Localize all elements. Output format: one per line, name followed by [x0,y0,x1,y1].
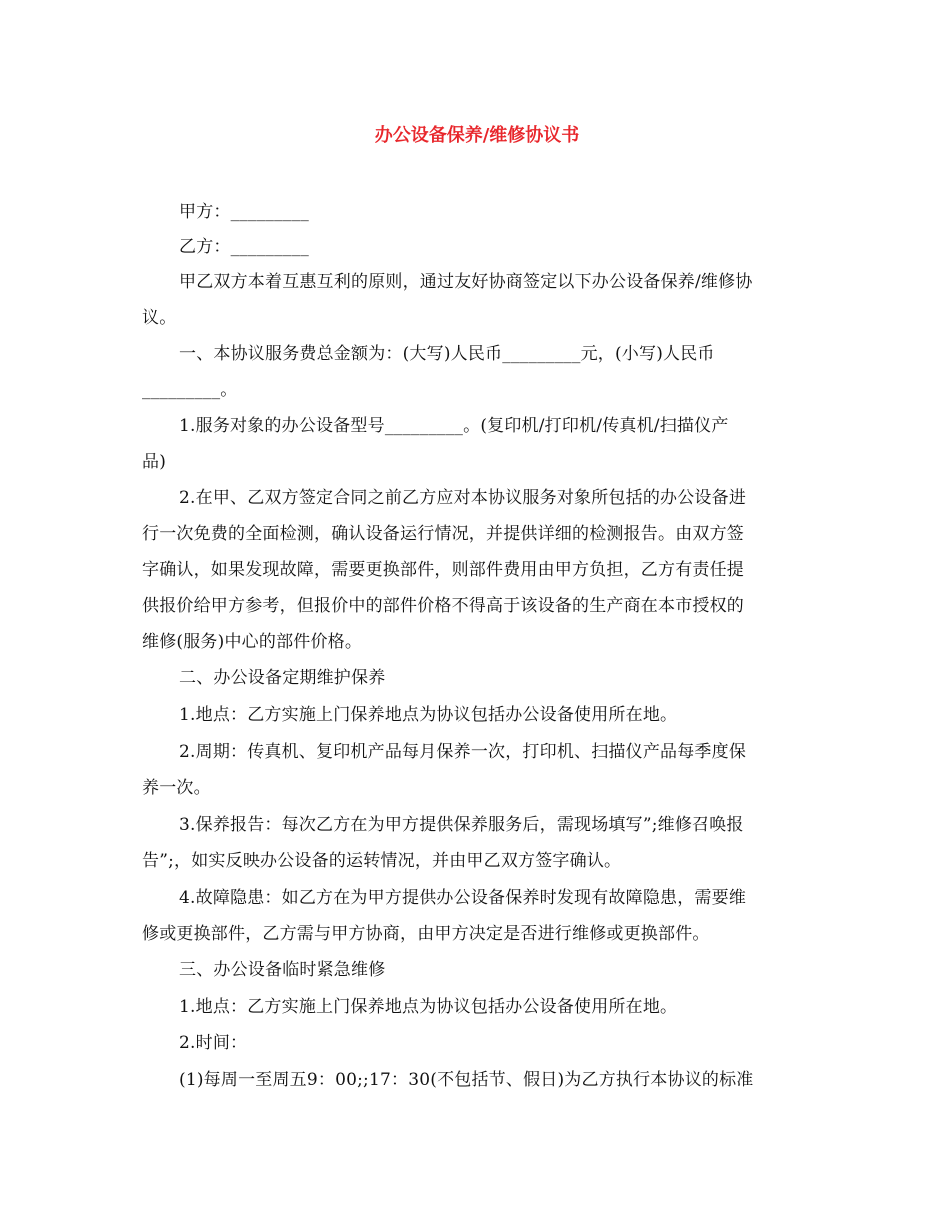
item-3-2-1: (1)每周一至周五9：00;;17：30(不包括节、假日)为乙方执行本协议的标准 [179,1070,754,1090]
party-a-line: 甲方：_________ [179,202,309,222]
section-3-heading: 三、办公设备临时紧急维修 [179,960,386,980]
item-1-2-line-4: 供报价给甲方参考，但报价中的部件价格不得高于该设备的生产商在本市授权的 [142,596,744,616]
party-b-line: 乙方：_________ [179,237,309,257]
section-1-line-1: 一、本协议服务费总金额为：(大写)人民币_________元，(小写)人民币 [179,344,715,364]
item-1-2-line-5: 维修(服务)中心的部件价格。 [142,632,363,652]
item-2-2-line-2: 养一次。 [142,778,211,798]
item-3-2: 2.时间： [179,1033,248,1053]
document-title: 办公设备保养/维修协议书 [374,125,580,146]
item-2-3-line-1: 3.保养报告：每次乙方在为甲方提供保养服务后，需现场填写”;维修召唤报 [179,815,744,835]
section-1-line-2: _________。 [142,380,238,400]
item-2-3-line-2: 告”;，如实反映办公设备的运转情况，并由甲乙双方签字确认。 [142,851,622,871]
item-2-1: 1.地点：乙方实施上门保养地点为协议包括办公设备使用所在地。 [179,705,678,725]
intro-line-1: 甲乙双方本着互惠互利的原则，通过友好协商签定以下办公设备保养/维修协 [179,272,753,292]
item-2-4-line-1: 4.故障隐患：如乙方在为甲方提供办公设备保养时发现有故障隐患，需要维 [179,888,747,908]
item-1-2-line-3: 字确认，如果发现故障，需要更换部件，则部件费用由甲方负担，乙方有责任提 [142,560,744,580]
item-1-2-line-1: 2.在甲、乙双方签定合同之前乙方应对本协议服务对象所包括的办公设备进 [179,488,747,508]
item-1-2-line-2: 行一次免费的全面检测，确认设备运行情况，并提供详细的检测报告。由双方签 [142,524,744,544]
item-1-1-line-2: 品) [142,452,167,472]
item-3-1: 1.地点：乙方实施上门保养地点为协议包括办公设备使用所在地。 [179,997,678,1017]
item-2-4-line-2: 修或更换部件，乙方需与甲方协商，由甲方决定是否进行维修或更换部件。 [142,924,710,944]
item-2-2-line-1: 2.周期：传真机、复印机产品每月保养一次，打印机、扫描仪产品每季度保 [179,742,747,762]
item-1-1-line-1: 1.服务对象的办公设备型号_________。(复印机/打印机/传真机/扫描仪产 [179,416,729,436]
intro-line-2: 议。 [142,308,177,328]
section-2-heading: 二、办公设备定期维护保养 [179,668,386,688]
